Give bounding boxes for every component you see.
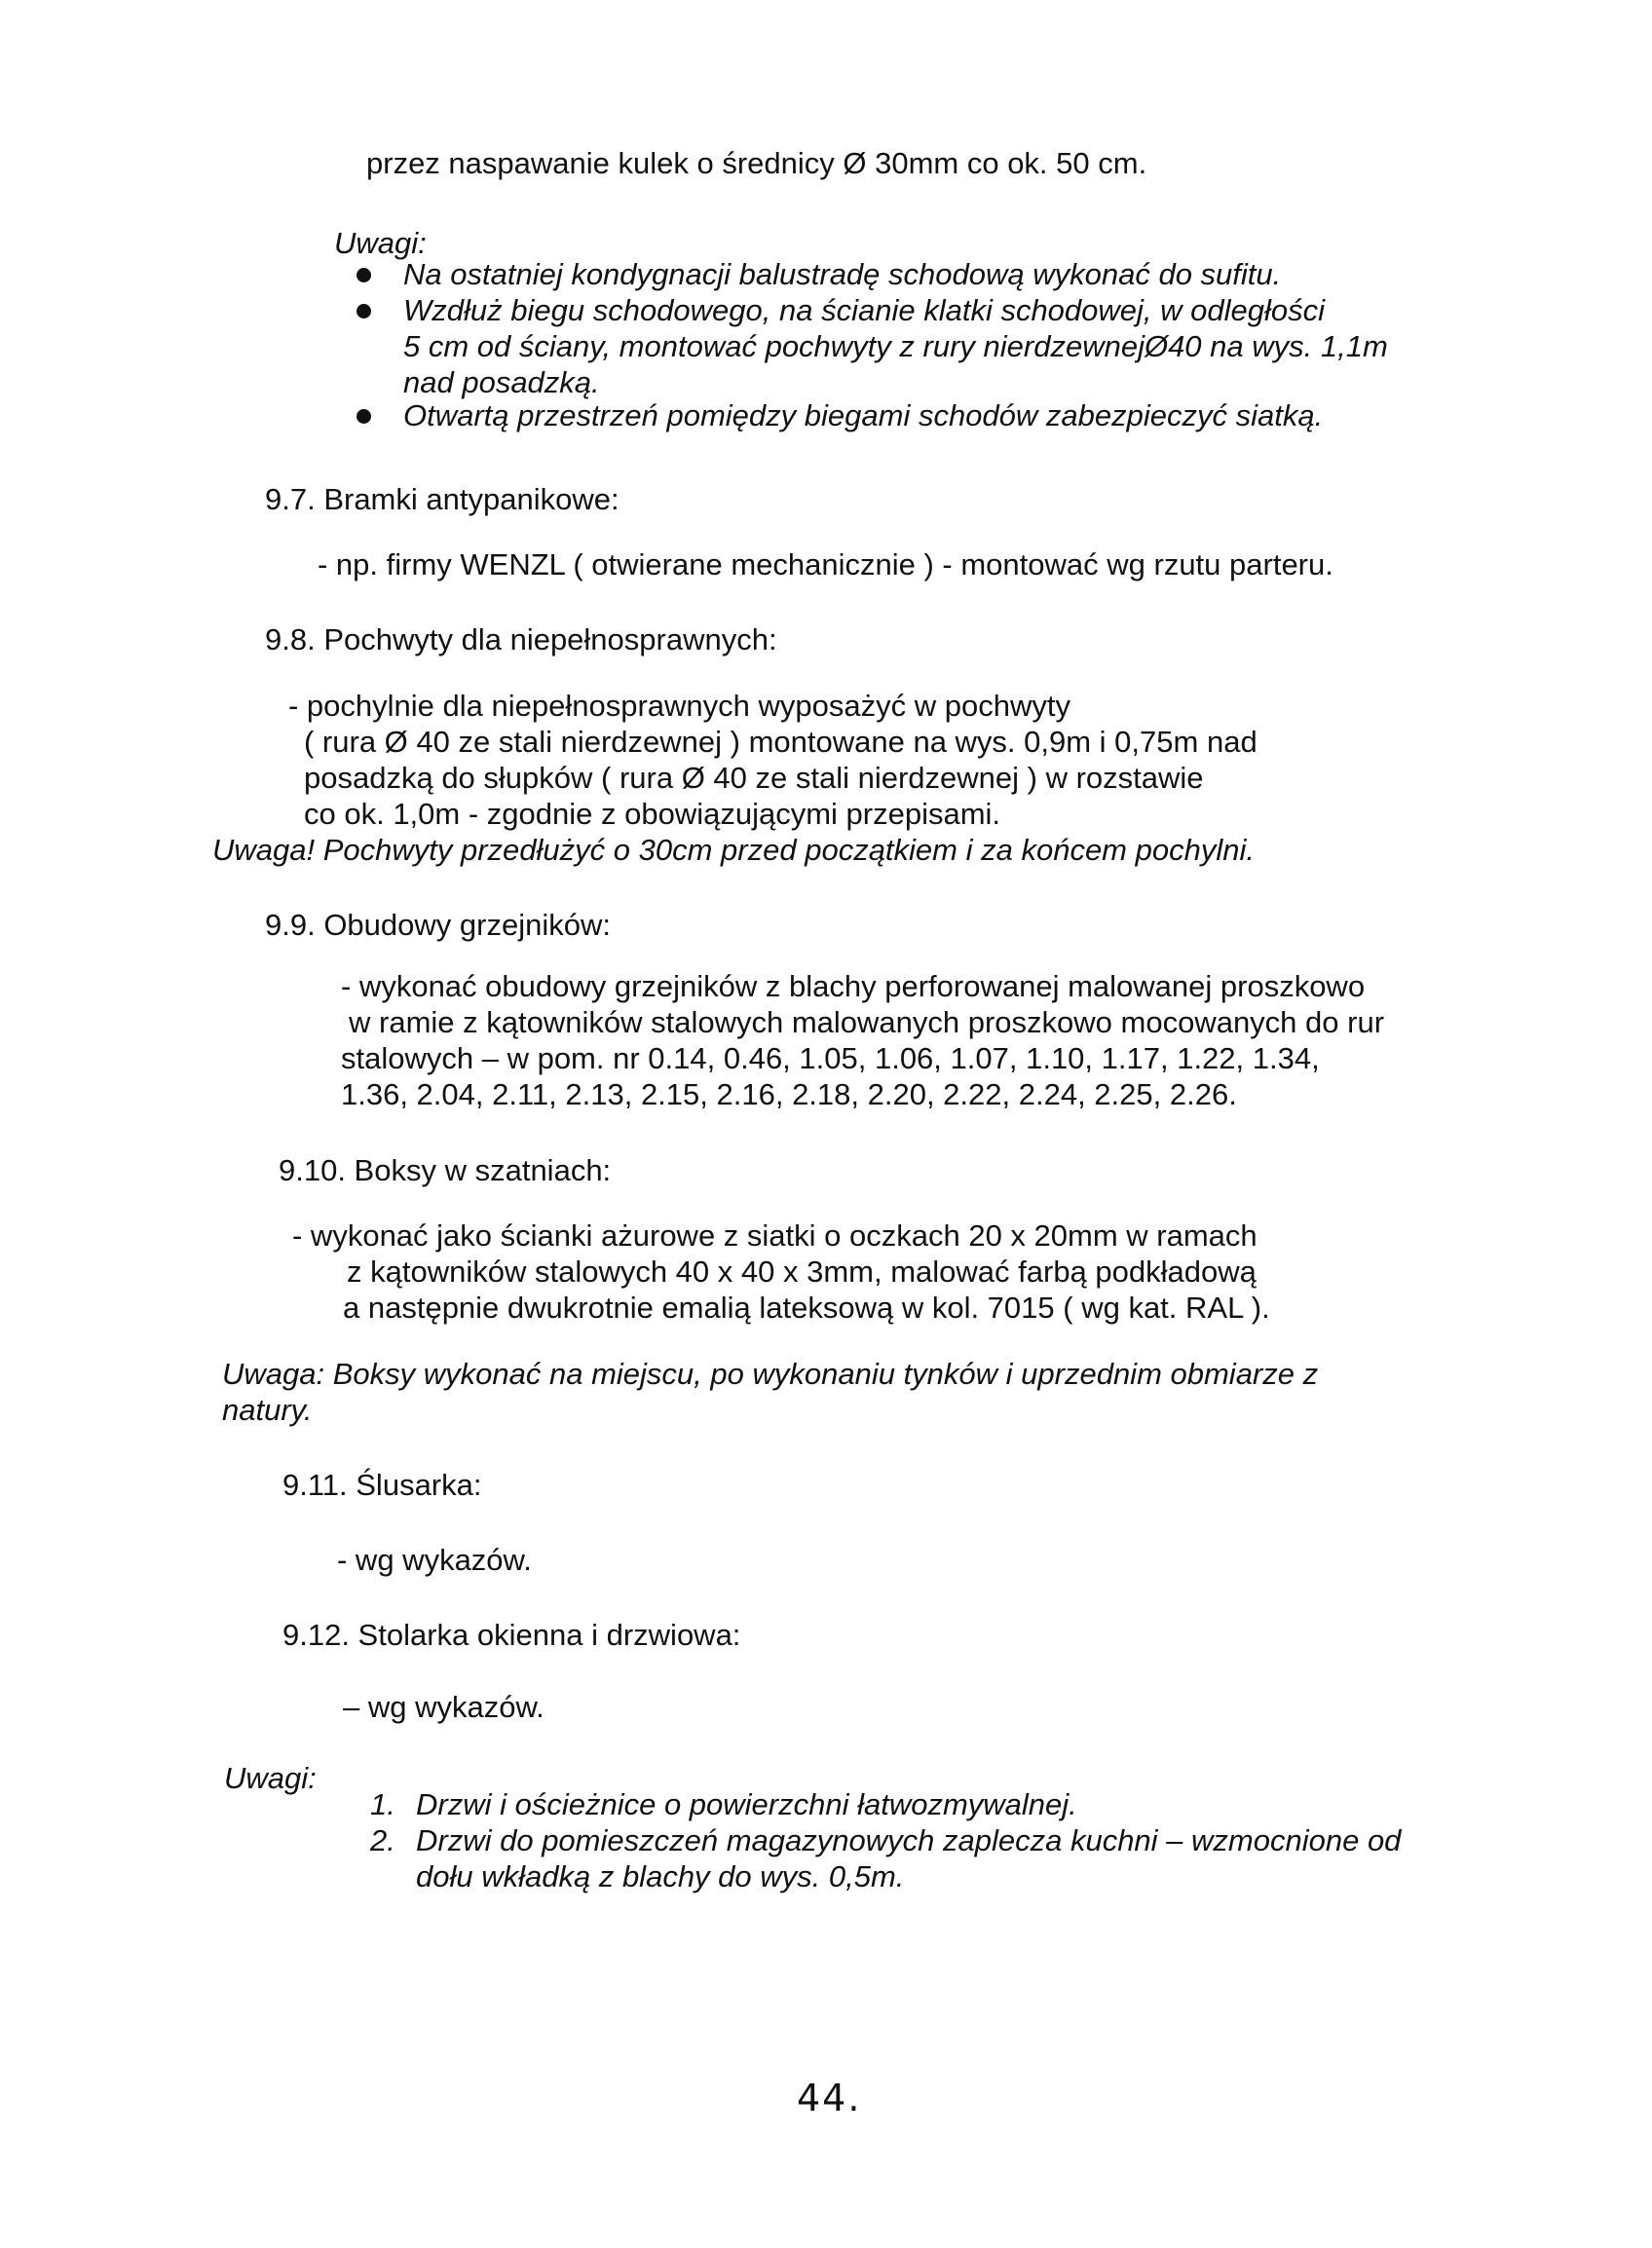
- text-line: - wykonać obudowy grzejników z blachy perforowanej malowanej proszkowo: [341, 969, 1366, 1003]
- bullet-text: nad posadzką.: [403, 365, 600, 399]
- text-line: co ok. 1,0m - zgodnie z obowiązującymi przepisami.: [304, 797, 1001, 831]
- section-heading: 9.8. Pochwyty dla niepełnosprawnych:: [265, 622, 777, 656]
- text-line: - pochylnie dla niepełnosprawnych wyposażyć w pochwyty: [288, 689, 1070, 723]
- text-line: stalowych – w pom. nr 0.14, 0.46, 1.05, 1.06, 1.07, 1.10, 1.17, 1.22, 1.34,: [341, 1041, 1320, 1075]
- section-heading: 9.7. Bramki antypanikowe:: [265, 482, 620, 516]
- section-heading: 9.11. Ślusarka:: [282, 1468, 482, 1502]
- bullet-text: Na ostatniej kondygnacji balustradę schodową wykonać do sufitu.: [403, 257, 1282, 291]
- bullet-icon: [357, 268, 371, 282]
- bullet-text: Otwartą przestrzeń pomiędzy biegami schodów zabezpieczyć siatką.: [403, 398, 1324, 432]
- bullet-icon: [357, 409, 371, 424]
- text-line: w ramie z kątowników stalowych malowanych proszkowo mocowanych do rur: [349, 1005, 1385, 1039]
- remarks-heading: Uwagi:: [224, 1761, 317, 1795]
- list-number: 1.: [370, 1787, 395, 1821]
- list-item-text: dołu wkładką z blachy do wys. 0,5m.: [416, 1859, 905, 1893]
- remarks-heading: Uwagi:: [334, 226, 427, 260]
- page-number: 44.: [797, 2077, 862, 2119]
- note-line: natury.: [222, 1393, 313, 1427]
- text-line: 1.36, 2.04, 2.11, 2.13, 2.15, 2.16, 2.18, 2.20, 2.22, 2.24, 2.25, 2.26.: [341, 1077, 1237, 1111]
- text-line: przez naspawanie kulek o średnicy Ø 30mm co ok. 50 cm.: [366, 146, 1147, 180]
- section-heading: 9.12. Stolarka okienna i drzwiowa:: [282, 1618, 741, 1652]
- bullet-text: 5 cm od ściany, montować pochwyty z rury nierdzewnejØ40 na wys. 1,1m: [403, 329, 1388, 363]
- section-heading: 9.9. Obudowy grzejników:: [265, 908, 611, 942]
- section-heading: 9.10. Boksy w szatniach:: [279, 1153, 612, 1187]
- bullet-text: Wzdłuż biegu schodowego, na ścianie klatki schodowej, w odległości: [403, 293, 1326, 327]
- text-line: posadzką do słupków ( rura Ø 40 ze stali nierdzewnej ) w rozstawie: [304, 761, 1204, 795]
- text-line: - np. firmy WENZL ( otwierane mechanicznie ) - montować wg rzutu parteru.: [318, 547, 1333, 581]
- note-line: Uwaga! Pochwyty przedłużyć o 30cm przed początkiem i za końcem pochylni.: [212, 833, 1255, 867]
- text-line: z kątowników stalowych 40 x 40 x 3mm, malować farbą podkładową: [347, 1255, 1257, 1289]
- text-line: ( rura Ø 40 ze stali nierdzewnej ) montowane na wys. 0,9m i 0,75m nad: [304, 725, 1258, 759]
- bullet-icon: [357, 304, 371, 318]
- text-line: - wykonać jako ścianki ażurowe z siatki o oczkach 20 x 20mm w ramach: [292, 1218, 1258, 1253]
- list-number: 2.: [370, 1823, 395, 1857]
- note-line: Uwaga: Boksy wykonać na miejscu, po wykonaniu tynków i uprzednim obmiarze z: [222, 1357, 1319, 1391]
- text-line: - wg wykazów.: [337, 1543, 532, 1577]
- list-item-text: Drzwi i ościeżnice o powierzchni łatwozmywalnej.: [416, 1787, 1077, 1821]
- text-line: – wg wykazów.: [343, 1690, 544, 1724]
- text-line: a następnie dwukrotnie emalią lateksową w kol. 7015 ( wg kat. RAL ).: [343, 1291, 1270, 1325]
- list-item-text: Drzwi do pomieszczeń magazynowych zaplecza kuchni – wzmocnione od: [416, 1823, 1402, 1857]
